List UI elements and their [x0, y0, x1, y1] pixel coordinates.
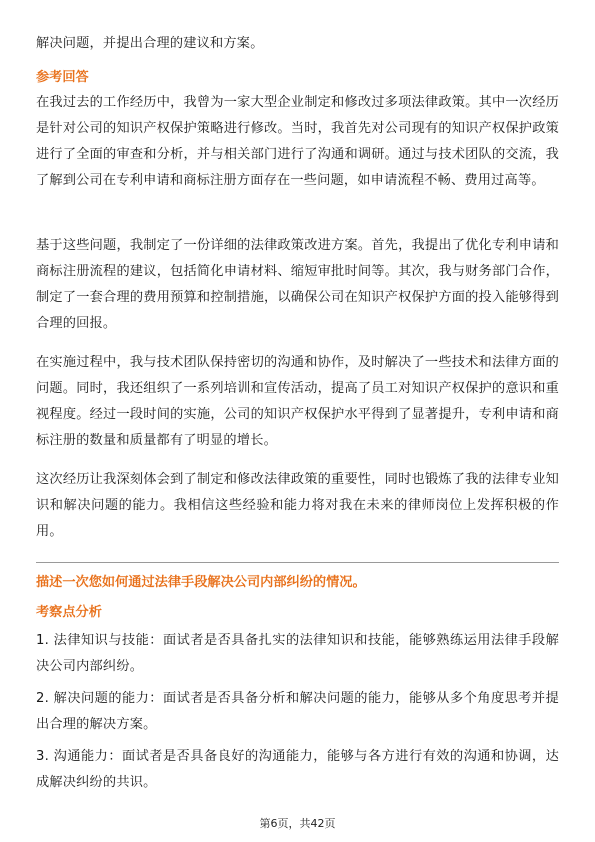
answer-paragraph-3: 在实施过程中，我与技术团队保持密切的沟通和协作，及时解决了一些技术和法律方面的问题。同时，我还组织了一系列培训和宣传活动，提高了员工对知识产权保护的意识和重视程度。经过一段时间的实施，公司的知识产权保护水平得到了显著提升，专利申请和商标注册的数量和质量都有了明显的增长。: [36, 355, 559, 448]
answer-paragraph-1: 在我过去的工作经历中，我曾为一家大型企业制定和修改过多项法律政策。其中一次经历是针对公司的知识产权保护策略进行修改。当时，我首先对公司现有的知识产权保护政策进行了全面的审查和分析，并与相关部门进行了沟通和调研。通过与技术团队的交流，我了解到公司在专利申请和商标注册方面存在一些问题，如申请流程不畅、费用过高等。: [36, 95, 559, 188]
analysis-item-3: 3. 沟通能力：面试者是否具备良好的沟通能力，能够与各方进行有效的沟通和协调，达成解决纠纷的共识。: [36, 749, 559, 790]
answer-paragraph-2: 基于这些问题，我制定了一份详细的法律政策改进方案。首先，我提出了优化专利申请和商标注册流程的建议，包括简化申请材料、缩短审批时间等。其次，我与财务部门合作，制定了一套合理的费用预算和控制措施，以确保公司在知识产权保护方面的投入能够得到合理的回报。: [36, 238, 559, 331]
intro-tail-text: 解决问题，并提出合理的建议和方案。: [36, 36, 264, 51]
answer-paragraph-4: 这次经历让我深刻体会到了制定和修改法律政策的重要性，同时也锻炼了我的法律专业知识和解决问题的能力。我相信这些经验和能力将对我在未来的律师岗位上发挥积极的作用。: [36, 472, 559, 539]
analysis-heading: 考察点分析: [36, 605, 102, 620]
section-divider: [36, 562, 559, 563]
question-heading: 描述一次您如何通过法律手段解决公司内部纠纷的情况。: [36, 575, 366, 590]
answer-heading: 参考回答: [36, 70, 89, 85]
analysis-item-2: 2. 解决问题的能力：面试者是否具备分析和解决问题的能力，能够从多个角度思考并提出合理的解决方案。: [36, 691, 559, 732]
page-number-footer: 第6页，共42页: [259, 817, 336, 830]
analysis-item-1: 1. 法律知识与技能：面试者是否具备扎实的法律知识和技能，能够熟练运用法律手段解决公司内部纠纷。: [36, 633, 559, 674]
